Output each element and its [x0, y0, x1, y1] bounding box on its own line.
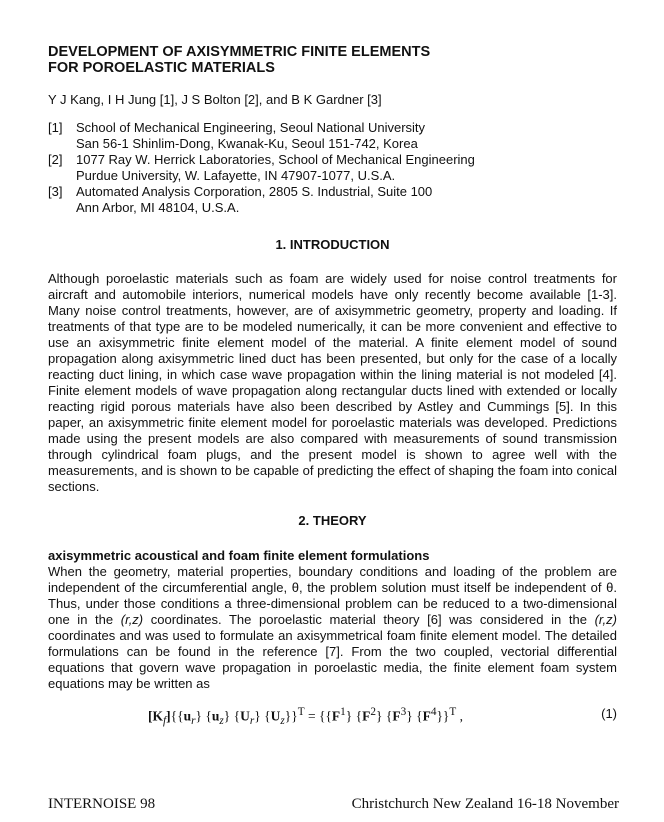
equation-body: $[K_f]\{\{u_r\}$ $\{u_z\}$ $\{U_r\} \{U_z\}\}^T = \{\{F^1\}$ $\{F^2\}$ $\{F^3\}$ $\{F^4\}\}^T$ , [148, 706, 464, 728]
affiliation-number: [2] [48, 152, 63, 167]
equation-number: (1) [601, 706, 617, 721]
paper-page [48, 44, 617, 732]
footer-location-date: Christchurch New Zealand 16-18 November [351, 796, 619, 812]
theory-text: When the geometry, material properties, boundary conditions and loading of the problem are independent of the circumferential angle, θ, the problem solution must itself be independent of θ. Thus, under those conditions a three-dimensional problem can be reduced to a two-dimensional one in the [48, 564, 617, 627]
theory-text: coordinates and was used to formulate an axisymmetrical foam finite element model. The detailed formulations can be found in the reference [7]. From the two coupled, vectorial differential equations that govern wave propagation in poroelastic media, the finite element foam system equations may be written as [48, 628, 617, 691]
paper-title [48, 44, 617, 76]
affiliation-line: Ann Arbor, MI 48104, U.S.A. [76, 200, 240, 215]
affiliation-list [48, 120, 617, 216]
affiliation-line: Purdue University, W. Lafayette, IN 47907-1077, U.S.A. [76, 168, 396, 183]
affiliation-number: [1] [48, 120, 63, 135]
theory-text: coordinates. The poroelastic material theory [6] was considered in the [150, 612, 587, 627]
affiliation-line: School of Mechanical Engineering, Seoul National University [76, 120, 426, 135]
section-heading-theory: 2. THEORY [298, 513, 367, 528]
title-line-1: DEVELOPMENT OF AXISYMMETRIC FINITE ELEMENTS [48, 44, 431, 60]
affiliation-line: Automated Analysis Corporation, 2805 S. Industrial, Suite 100 [76, 184, 433, 199]
title-line-2: FOR POROELASTIC MATERIALS [48, 60, 275, 76]
affiliation-line: 1077 Ray W. Herrick Laboratories, School of Mechanical Engineering [76, 152, 475, 167]
affiliation-number: [3] [48, 184, 63, 199]
affiliation-item [48, 184, 617, 216]
theory-paragraph [48, 564, 617, 692]
equation-1 [48, 702, 617, 732]
section-heading-introduction: 1. INTRODUCTION [275, 237, 390, 252]
footer-conference: INTERNOISE 98 [48, 796, 156, 812]
coordinate-symbol: (r,z) [120, 612, 144, 627]
author-list: Y J Kang, I H Jung [1], J S Bolton [2], and B K Gardner [3] [48, 92, 382, 107]
affiliation-item [48, 120, 617, 152]
coordinate-symbol: (r,z) [594, 612, 617, 627]
subsection-heading: axisymmetric acoustical and foam finite element formulations [48, 548, 430, 563]
introduction-paragraph: Although poroelastic materials such as foam are widely used for noise control treatments for aircraft and automobile interiors, numerical models have only recently become available [1-3]. Many noise control treatments, however, are of axisymmetric geometry, property and loading. If treatments of that type are to be modeled numerically, it can be more convenient and effective to use an axisymmetric finite element model of the material. A finite element model of sound propagation along axisymmetric lined duct has been presented, but only for the case of a locally reacting duct lining, in which case wave propagation within the lining material is not modeled [4]. Finite element models of wave propagation along rectangular ducts lined with extended or locally reacting rigid porous materials have also been described by Astley and Cummings [5]. In this paper, an axisymmetric finite element model for poroelastic materials was developed. Predictions made using the present models are also compared with measurements of sound transmission through cylindrical foam plugs, and the present model is shown to agree well with the measurements, and is shown to be capable of predicting the effect of shaping the foam into conical sections. [48, 271, 617, 494]
affiliation-line: San 56-1 Shinlim-Dong, Kwanak-Ku, Seoul 151-742, Korea [76, 136, 418, 151]
affiliation-item [48, 152, 617, 184]
